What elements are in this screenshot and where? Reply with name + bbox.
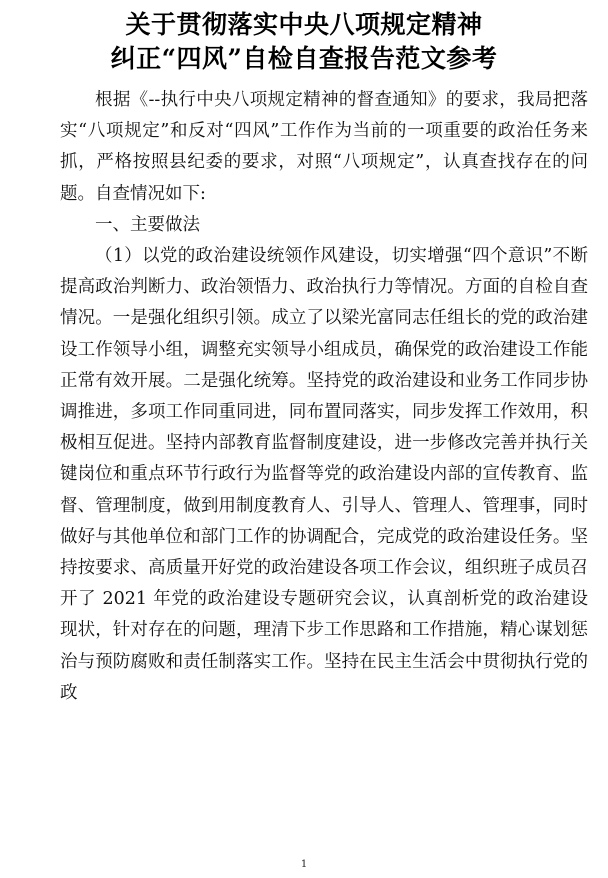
document-title (0, 8, 608, 76)
title-line-2: 纠正“四风”自检自查报告范文参考 (110, 44, 498, 73)
title-line-1: 关于贯彻落实中央八项规定精神 (125, 10, 483, 39)
body-paragraph: （1）以党的政治建设统领作风建设，切实增强“四个意识”不断提高政治判断力、政治领悟力、政治执行力等情况。方面的自检自查情况。一是强化组织引领。成立了以梁光富同志任组长的党的政治建设工作领导小组，调整充实领导小组成员，确保党的政治建设工作能正常有效开展。二是强化统筹。坚持党的政治建设和业务工作同步协调推进，多项工作同重同进，同布置同落实，同步发挥工作效用，积极相互促进。坚持内部教育监督制度建设，进一步修改完善并执行关键岗位和重点环节行政行为监督等党的政治建设内部的宣传教育、监督、管理制度，做到用制度教育人、引导人、管理人、管理事，同时做好与其他单位和部门工作的协调配合，完成党的政治建设任务。坚持按要求、高质量开好党的政治建设各项工作会议，组织班子成员召开了 2021 年党的政治建设专题研究会议，认真剖析党的政治建设现状，针对存在的问题，理清下步工作思路和工作措施，精心谋划惩治与预防腐败和责任制落实工作。坚持在民主生活会中贯彻执行党的政 (60, 246, 588, 703)
intro-paragraph: 根据《--执行中央八项规定精神的督查通知》的要求，我局把落实“八项规定”和反对“四风”工作作为当前的一项重要的政治任务来抓，严格按照县纪委的要求，对照“八项规定”，认真查找存在的问题。自查情况如下: (60, 90, 588, 204)
document-body (60, 85, 588, 709)
section-heading: 一、主要做法 (95, 214, 200, 235)
page-number: 1 (300, 859, 308, 870)
